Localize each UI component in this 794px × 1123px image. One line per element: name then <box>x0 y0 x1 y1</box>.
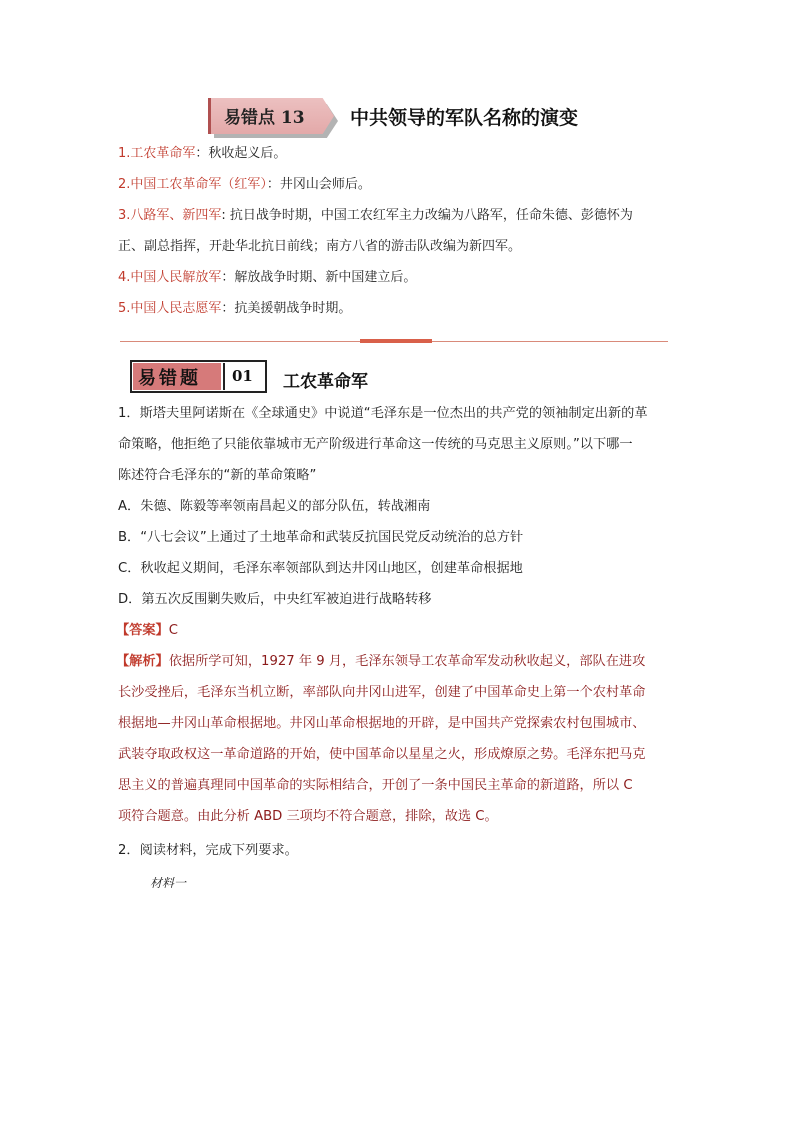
topic-tag: 易错点 13 <box>224 108 305 128</box>
kp-label: 1.工农革命军 <box>118 146 196 161</box>
section-title: 工农革命军 <box>283 372 368 392</box>
analysis-label: 【解析】 <box>116 654 169 669</box>
knowledge-point-5 <box>118 300 351 318</box>
question-2-stem: 2．阅读材料，完成下列要求。 <box>118 843 298 858</box>
option-b: B．“八七会议”上通过了土地革命和武装反抗国民党反动统治的总方针 <box>118 530 524 545</box>
section-label: 易错题 <box>138 368 201 389</box>
kp-label: 5.中国人民志愿军 <box>118 301 222 316</box>
kp-label: 4.中国人民解放军 <box>118 270 222 285</box>
option-c: C．秋收起义期间，毛泽东率领部队到达井冈山地区，创建革命根据地 <box>118 561 523 576</box>
analysis-line <box>116 653 645 671</box>
question-stem-line: 命策略，他拒绝了只能依靠城市无产阶级进行革命这一传统的马克思主义原则。”以下哪一 <box>118 437 633 452</box>
answer-value: C <box>168 623 178 638</box>
option-a: A．朱德、陈毅等率领南昌起义的部分队伍，转战湘南 <box>118 499 431 514</box>
kp-label: 2.中国工农革命军（红军） <box>118 177 267 192</box>
question-stem-line: 陈述符合毛泽东的“新的革命策略” <box>118 468 317 483</box>
answer-label: 【答案】 <box>116 623 169 638</box>
question-stem-line: 1．斯塔夫里阿诺斯在《全球通史》中说道“毛泽东是一位杰出的共产党的领袖制定出新的革 <box>118 406 648 421</box>
analysis-text: 依据所学可知，1927 年 9 月，毛泽东领导工农革命军发动秋收起义，部队在进攻 <box>168 654 646 669</box>
section-number: 01 <box>232 367 253 385</box>
knowledge-point-3 <box>118 207 633 225</box>
analysis-line: 根据地—井冈山革命根据地。井冈山革命根据地的开辟，是中国共产党探索农村包围城市、 <box>118 716 646 731</box>
material-label: 材料一 <box>150 876 187 890</box>
kp-text: ：抗美援朝战争时期。 <box>221 301 352 316</box>
kp-text: ：解放战争时期、新中国建立后。 <box>221 270 417 285</box>
kp-text: ：井冈山会师后。 <box>266 177 371 192</box>
analysis-line: 项符合题意。由此分析 ABD 三项均不符合题意，排除，故选 C。 <box>118 809 498 824</box>
analysis-line: 长沙受挫后，毛泽东当机立断，率部队向井冈山进军，创建了中国革命史上第一个农村革命 <box>118 685 646 700</box>
knowledge-point-2 <box>118 176 371 194</box>
analysis-line: 武装夺取政权这一革命道路的开始，使中国革命以星星之火，形成燎原之势。毛泽东把马克 <box>118 747 646 762</box>
knowledge-point-3-continuation: 正、副总指挥，开赴华北抗日前线；南方八省的游击队改编为新四军。 <box>118 239 522 254</box>
knowledge-point-4 <box>118 269 416 287</box>
kp-label: 3.八路军、新四军 <box>118 208 222 223</box>
answer-line <box>116 622 178 640</box>
analysis-line: 思主义的普遍真理同中国革命的实际相结合，开创了一条中国民主革命的新道路，所以 C <box>118 778 633 793</box>
kp-text: ：秋收起义后。 <box>195 146 287 161</box>
divider-accent <box>360 339 432 343</box>
kp-text: : 抗日战争时期，中国工农红军主力改编为八路军，任命朱德、彭德怀为 <box>221 208 633 223</box>
option-d: D．第五次反围剿失败后，中央红军被迫进行战略转移 <box>118 592 432 607</box>
topic-title: 中共领导的军队名称的演变 <box>350 107 579 129</box>
knowledge-point-1 <box>118 145 286 163</box>
